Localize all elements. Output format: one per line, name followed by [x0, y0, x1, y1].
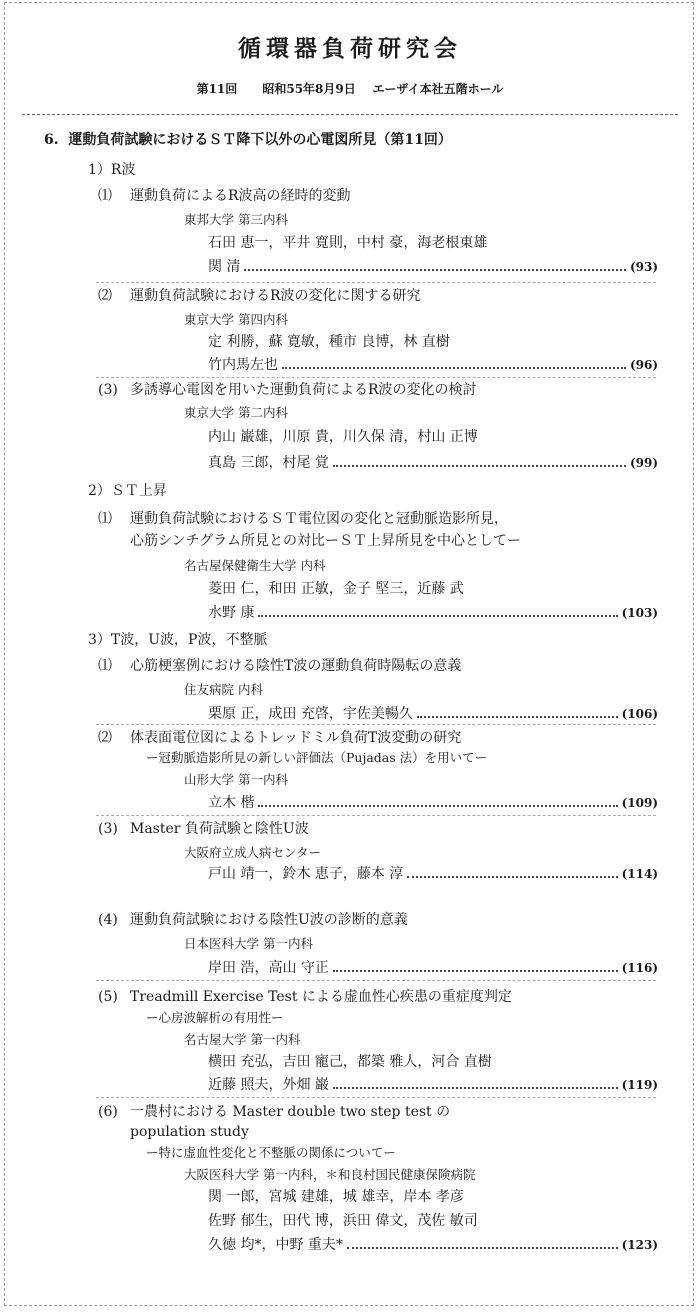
entry-number: (3): [98, 821, 118, 837]
page-number: (114): [621, 867, 658, 881]
entry-authors-last: [208, 794, 658, 812]
page-title: 循環器負荷研究会: [238, 35, 462, 62]
entry-authors: 佐野 郁生，田代 博，浜田 偉文，茂佐 敏司: [208, 1213, 478, 1229]
entry-title: population study: [130, 1124, 249, 1140]
dot-leader: [347, 1247, 618, 1249]
entry-authors: 菱田 仁，和田 正敏，金子 堅三，近藤 武: [208, 581, 464, 597]
entry-affiliation: 東京大学 第四内科: [184, 312, 288, 327]
entry-subtitle: ー心房波解析の有用性ー: [146, 1010, 284, 1025]
header-divider: [22, 114, 678, 115]
entry-authors-last: [208, 865, 658, 883]
dot-leader: [244, 269, 625, 271]
entry-authors: 石田 恵一，平井 寛則，中村 豪，海老根東雄: [208, 235, 488, 251]
entry-affiliation: 日本医科大学 第一内科: [184, 936, 313, 951]
entry-authors-last: [208, 356, 658, 374]
section-number: 6.: [44, 132, 59, 148]
entry-number: ⑴: [98, 511, 112, 527]
entry-subtitle: ー冠動脈造影所見の新しい評価法（Pujadas 法）を用いてー: [146, 750, 488, 765]
section-title: 運動負荷試験におけるＳＴ降下以外の心電図所見（第11回）: [68, 132, 452, 148]
entry-authors: 定 利勝，蘇 寛敏，種市 良博，林 直樹: [208, 334, 450, 350]
page-number: (99): [629, 456, 658, 470]
dot-leader: [333, 1087, 618, 1089]
entry-authors: 関 一郎，宮城 建雄，城 雄幸，岸本 孝彦: [208, 1189, 464, 1205]
meeting-info: [0, 80, 700, 97]
dot-leader: [333, 970, 618, 972]
entry-number: ⑴: [98, 658, 112, 674]
entry-authors-last: [208, 604, 658, 622]
entry-separator: [96, 282, 656, 283]
entry-number: ⑵: [98, 288, 112, 304]
entry-authors: 水野 康: [208, 605, 255, 621]
entry-number: ⑴: [98, 188, 112, 204]
entry-separator: [96, 815, 656, 816]
entry-number: (5): [98, 989, 118, 1005]
entry-subtitle: ー特に虚血性変化と不整脈の関係についてー: [146, 1145, 396, 1160]
entry-title: 運動負荷試験におけるR波の変化に関する研究: [130, 288, 421, 304]
entry-authors-last: [208, 959, 658, 977]
entry-separator: [96, 980, 656, 981]
entry-separator: [96, 377, 656, 378]
entry-affiliation: 名古屋大学 第一内科: [184, 1032, 301, 1047]
entry-title: 多誘導心電図を用いた運動負荷によるR波の変化の検討: [130, 382, 477, 398]
entry-affiliation: 東邦大学 第三内科: [184, 212, 288, 227]
entry-title: 運動負荷試験におけるＳＴ電位図の変化と冠動脈造影所見，: [130, 511, 508, 527]
entry-authors: 久徳 均*，中野 重夫*: [208, 1237, 343, 1253]
entry-affiliation: 大阪医科大学 第一内科，＊和良村国民健康保険病院: [184, 1167, 476, 1182]
entry-authors-last: [208, 1076, 658, 1094]
meeting-date: 昭和55年8月9日: [262, 82, 356, 96]
entry-authors: 岸田 浩，高山 守正: [208, 960, 329, 976]
entry-affiliation: 住友病院 内科: [184, 682, 263, 697]
dot-leader: [417, 716, 618, 718]
entry-authors: 横田 充弘，吉田 寵己，都築 雅人，河合 直樹: [208, 1054, 492, 1070]
entry-authors-last: [208, 258, 658, 276]
entry-authors: 竹内馬左也: [208, 357, 278, 373]
entry-title: 体表面電位図によるトレッドミル負荷T波変動の研究: [130, 730, 462, 746]
entry-authors: 関 清: [208, 259, 241, 275]
entry-authors-last: [208, 705, 658, 723]
entry-affiliation: 東京大学 第二内科: [184, 405, 288, 420]
dot-leader: [258, 615, 617, 617]
entry-title: 運動負荷試験における陰性U波の診断的意義: [130, 912, 408, 928]
entry-title: Treadmill Exercise Test による虚血性心疾患の重症度判定: [130, 989, 512, 1005]
dot-leader: [258, 805, 617, 807]
entry-authors: 戸山 靖一，鈴木 恵子，藤本 淳: [208, 866, 404, 882]
entry-authors: 真島 三郎，村尾 覚: [208, 455, 329, 471]
subsection-heading: 3）T波，U波，P波，不整脈: [88, 632, 268, 648]
page-number: (119): [621, 1078, 658, 1092]
entry-separator: [96, 1097, 656, 1098]
entry-authors-last: [208, 454, 658, 472]
entry-number: (4): [98, 912, 118, 928]
entry-separator: [96, 724, 656, 725]
entry-affiliation: 山形大学 第一内科: [184, 772, 288, 787]
entry-authors: 立木 楷: [208, 795, 255, 811]
entry-title: 一農村における Master double two step test の: [130, 1104, 451, 1120]
page-number: (109): [621, 796, 658, 810]
entry-title: 心筋シンチグラム所見との対比ーＳＴ上昇所見を中心としてー: [130, 533, 521, 549]
subsection-heading: 2）ＳＴ上昇: [88, 483, 167, 499]
page-number: (106): [621, 707, 658, 721]
page-number: (123): [621, 1238, 658, 1252]
entry-authors-last: [208, 1236, 658, 1254]
entry-title: Master 負荷試験と陰性U波: [130, 821, 309, 837]
page-number: (93): [629, 260, 658, 274]
entry-number: (6): [98, 1104, 118, 1120]
dot-leader: [407, 876, 617, 878]
dot-leader: [282, 367, 626, 369]
entry-number: ⑵: [98, 730, 112, 746]
subsection-heading: 1）R波: [88, 162, 136, 178]
entry-title: 運動負荷によるR波高の経時的変動: [130, 188, 351, 204]
entry-title: 心筋梗塞例における陰性T波の運動負荷時陽転の意義: [130, 658, 462, 674]
dot-leader: [333, 465, 626, 467]
entry-affiliation: 大阪府立成人病センター: [184, 845, 322, 860]
page-number: (103): [621, 606, 658, 620]
entry-authors: 内山 巌雄，川原 貴，川久保 清，村山 正博: [208, 429, 478, 445]
meeting-venue: エーザイ本社五階ホール: [372, 82, 504, 96]
entry-number: (3): [98, 382, 118, 398]
entry-authors: 近藤 照夫，外畑 巌: [208, 1077, 329, 1093]
section-heading: [44, 131, 452, 149]
entry-affiliation: 名古屋保健衛生大学 内科: [184, 558, 326, 573]
meeting-number: 第11回: [196, 82, 238, 96]
page-number: (116): [621, 961, 658, 975]
entry-authors: 栗原 正，成田 充啓，宇佐美暢久: [208, 706, 413, 722]
page-number: (96): [629, 358, 658, 372]
